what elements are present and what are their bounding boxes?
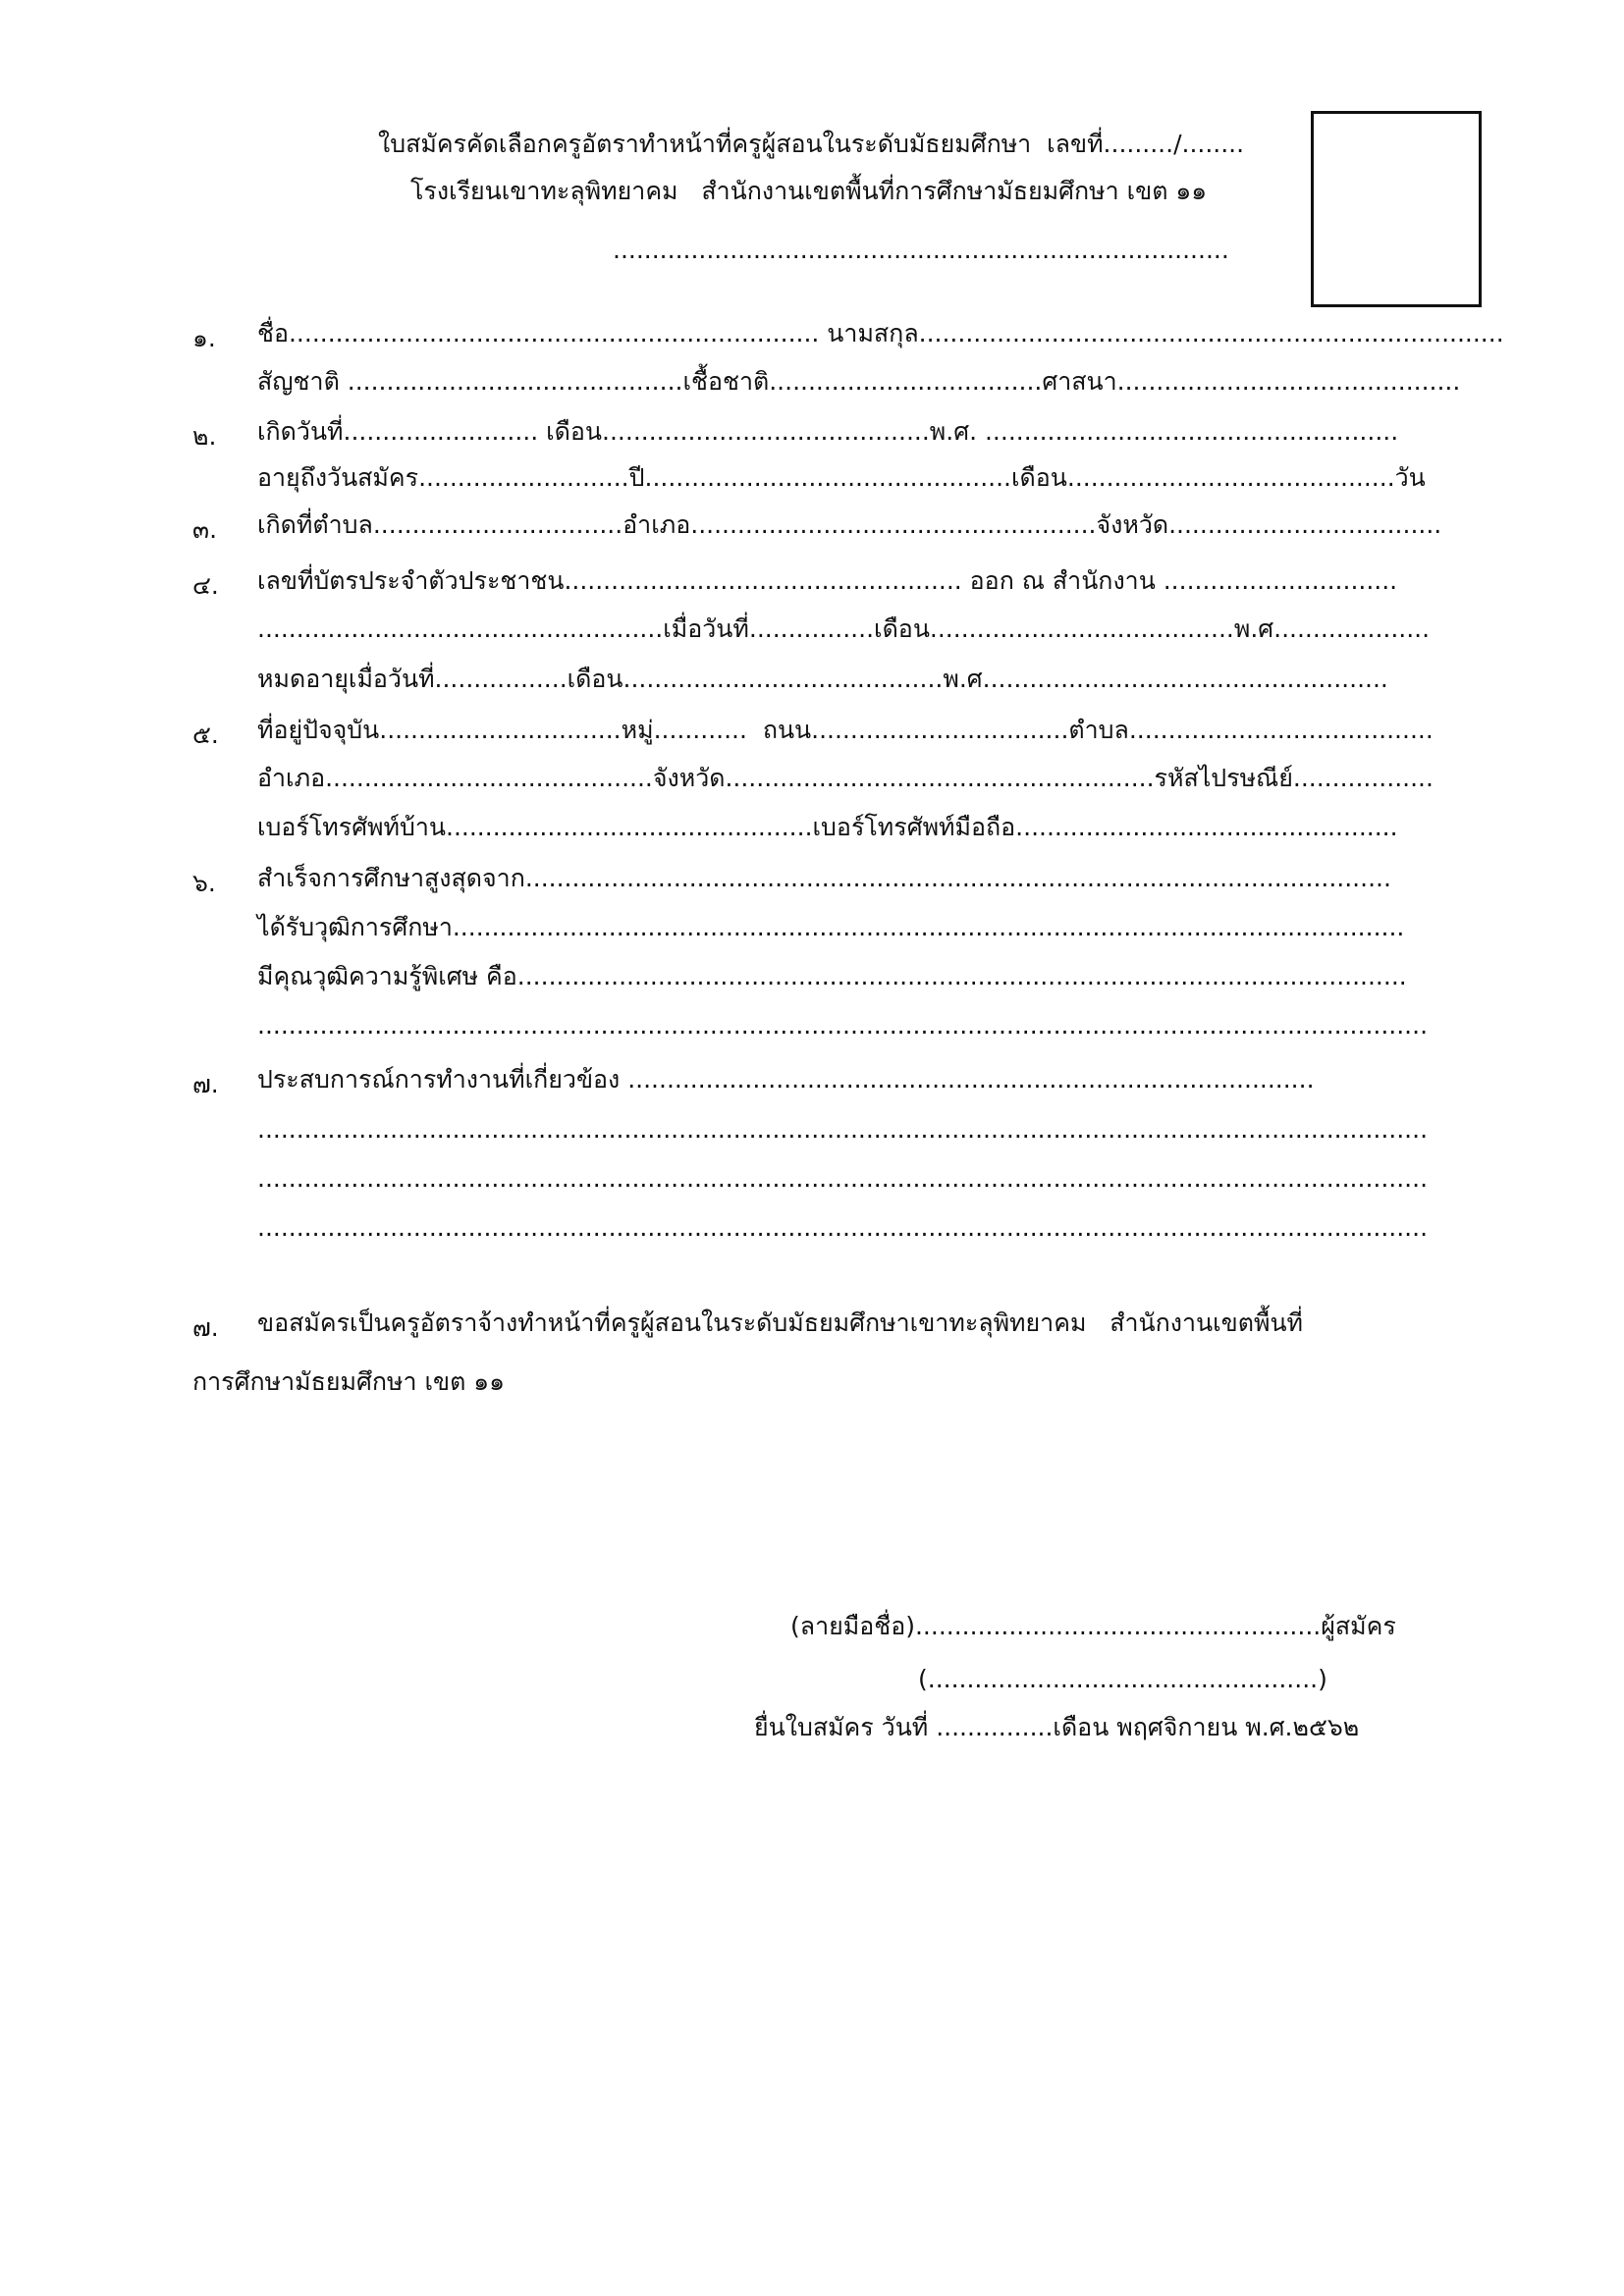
applicant-signature-line[interactable]: (ลายมือชื่อ)....................................................ผู้สมัคร <box>790 1612 1396 1640</box>
district-province-postcode-field[interactable]: อำเภอ..........................................จังหวัด.......................................................รหัสไปรษณีย์.................. <box>257 764 1434 792</box>
application-statement-continued: การศึกษามัธยมศึกษา เขต ๑๑ <box>192 1367 506 1396</box>
work-experience-line-3[interactable]: ...................................................................................................................................................... <box>257 1164 1429 1193</box>
id-card-issue-date-field[interactable]: ....................................................เมื่อวันที่................เดือน.......................................พ.ศ.................... <box>257 614 1431 643</box>
name-surname-field[interactable]: ชื่อ.................................................................... นามสกุล........................................................................... <box>257 319 1504 347</box>
address-field[interactable]: ที่อยู่ปัจจุบัน...............................หมู่............ ถนน.................................ตำบล....................................... <box>257 716 1434 744</box>
photo-box <box>1311 111 1482 307</box>
special-qualification-extra-line[interactable]: ...................................................................................................................................................... <box>257 1011 1429 1040</box>
section-3-number: ๓. <box>192 515 218 544</box>
section-1-number: ๑. <box>192 324 216 352</box>
phone-field[interactable]: เบอร์โทรศัพท์บ้าน...............................................เบอร์โทรศัพท์มือถือ................................................. <box>257 813 1398 841</box>
work-experience-field[interactable]: ประสบการณ์การทำงานที่เกี่ยวข้อง ........................................................................................ <box>257 1065 1315 1094</box>
form-title: ใบสมัครคัดเลือกครูอัตราทำหน้าที่ครูผู้สอนในระดับมัธยมศึกษา เลขที่........./........ <box>378 130 1245 158</box>
nationality-race-religion-field[interactable]: สัญชาติ ...........................................เชื้อชาติ...................................ศาสนา............................................ <box>257 367 1461 396</box>
work-experience-line-4[interactable]: ...................................................................................................................................................... <box>257 1213 1429 1242</box>
statement-number: ๗. <box>192 1313 219 1342</box>
id-card-field[interactable]: เลขที่บัตรประจำตัวประชาชน................................................... ออก ณ สำนักงาน .............................. <box>257 566 1398 595</box>
section-5-number: ๕. <box>192 721 219 749</box>
application-statement: ขอสมัครเป็นครูอัตราจ้างทำหน้าที่ครูผู้สอนในระดับมัธยมศึกษาเขาทะลุพิทยาคม สำนักงานเขตพื้นที่ <box>257 1308 1304 1337</box>
birth-date-field[interactable]: เกิดวันที่......................... เดือน..........................................พ.ศ. ..................................................... <box>257 417 1399 446</box>
section-4-number: ๔. <box>192 571 219 600</box>
degree-field[interactable]: ได้รับวุฒิการศึกษา.......................................................................................................................... <box>257 913 1405 941</box>
id-card-expiry-field[interactable]: หมดอายุเมื่อวันที่.................เดือน.........................................พ.ศ.................................................... <box>257 665 1388 693</box>
education-institution-field[interactable]: สำเร็จการศึกษาสูงสุดจาก............................................................................................................... <box>257 864 1391 892</box>
work-experience-line-2[interactable]: ...................................................................................................................................................... <box>257 1115 1429 1144</box>
section-2-number: ๒. <box>192 422 217 451</box>
birthplace-field[interactable]: เกิดที่ตำบล................................อำเภอ....................................................จังหวัด................................... <box>257 510 1442 539</box>
school-and-office-line: โรงเรียนเขาทะลุพิทยาคม สำนักงานเขตพื้นที่การศึกษามัธยมศึกษา เขต ๑๑ <box>410 177 1208 205</box>
section-7-number: ๗. <box>192 1070 219 1098</box>
submission-date-line[interactable]: ยื่นใบสมัคร วันที่ ...............เดือน พฤศจิกายน พ.ศ.๒๕๖๒ <box>754 1713 1360 1741</box>
header-dotted-line: ............................................................................... <box>613 236 1229 264</box>
special-qualification-field[interactable]: มีคุณวุฒิความรู้พิเศษ คือ.................................................................................................................. <box>257 962 1407 990</box>
applicant-name-line[interactable]: (..................................................) <box>918 1665 1327 1693</box>
age-field[interactable]: อายุถึงวันสมัคร...........................ปี...............................................เดือน..........................................วัน <box>257 463 1426 492</box>
section-6-number: ๖. <box>192 869 216 897</box>
